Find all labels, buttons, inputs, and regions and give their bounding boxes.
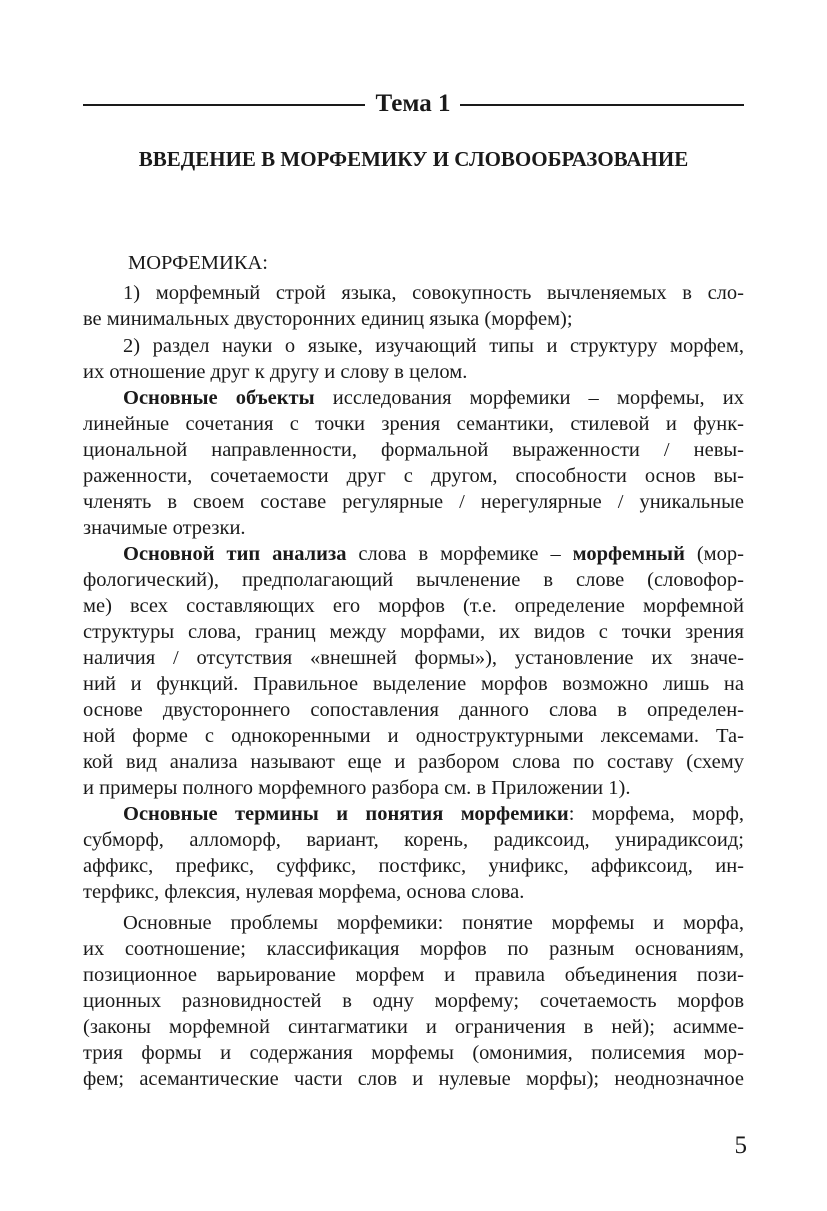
text-line: позиционное варьирование морфем и правила объединения пози- — [83, 964, 744, 986]
text-line: раженности, сочетаемости друг с другом, способности основ вы- — [83, 465, 744, 487]
text-line: их отношение друг к другу и слову в целом. — [83, 361, 468, 383]
text-line: их соотношение; классификация морфов по разным основаниям, — [83, 938, 744, 960]
text-line: фем; асемантические части слов и нулевые морфы); неоднозначное — [83, 1068, 744, 1090]
text-line: ве минимальных двусторонних единиц языка (морфем); — [83, 308, 573, 330]
text-line: 2) раздел науки о языке, изучающий типы и структуру морфем, — [123, 335, 744, 357]
text-line: МОРФЕМИКА: — [128, 252, 269, 274]
text-line: ний и функций. Правильное выделение морфов возможно лишь на — [83, 673, 744, 695]
chapter-title: ВВЕДЕНИЕ В МОРФЕМИКУ И СЛОВООБРАЗОВАНИЕ — [138, 147, 689, 171]
bold-term: Основной тип анализа — [123, 543, 347, 565]
text-line: аффикс, префикс, суффикс, постфикс, унификс, аффиксоид, ин- — [83, 855, 744, 877]
text-line: Основные термины и понятия морфемики: морфема, морф, — [123, 803, 744, 825]
text-line: терфикс, флексия, нулевая морфема, основа слова. — [83, 881, 525, 903]
bold-term: морфемный — [572, 543, 685, 565]
header-rule-left — [83, 104, 365, 106]
text-line: линейные сочетания с точки зрения семантики, стилевой и функ- — [83, 413, 744, 435]
text-line: ме) всех составляющих его морфов (т.е. определение морфемной — [83, 595, 744, 617]
text-line: Основные проблемы морфемики: понятие морфемы и морфа, — [123, 912, 744, 934]
header-rule-right — [460, 104, 744, 106]
text-line: структуры слова, границ между морфами, их видов с точки зрения — [83, 621, 744, 643]
text-line: Основной тип анализа слова в морфемике – морфемный (мор- — [123, 543, 744, 565]
text-line: наличия / отсутствия «внешней формы»), установление их значе- — [83, 647, 744, 669]
theme-label: Тема 1 — [375, 90, 451, 117]
text-line: и примеры полного морфемного разбора см. в Приложении 1). — [83, 777, 631, 799]
text-line: ционных разновидностей в одну морфему; сочетаемость морфов — [83, 990, 744, 1012]
bold-term: Основные термины и понятия морфемики — [123, 803, 569, 825]
text-line: 1) морфемный строй языка, совокупность вычленяемых в сло- — [123, 282, 744, 304]
text-line: фологический), предполагающий вычленение в слове (словофор- — [83, 569, 744, 591]
text-line: Основные объекты исследования морфемики – морфемы, их — [123, 387, 744, 409]
text-line: субморф, алломорф, вариант, корень, радиксоид, унирадиксоид; — [83, 829, 744, 851]
bold-term: Основные объекты — [123, 387, 315, 409]
text-line: основе двустороннего сопоставления данного слова в определен- — [83, 699, 744, 721]
text-line: значимые отрезки. — [83, 517, 246, 539]
page-number: 5 — [734, 1132, 747, 1159]
text-line: членять в своем составе регулярные / нерегулярные / уникальные — [83, 491, 744, 513]
text-line: циональной направленности, формальной выраженности / невы- — [83, 439, 744, 461]
text-line: ной форме с однокоренными и одноструктурными лексемами. Та- — [83, 725, 744, 747]
text-line: кой вид анализа называют еще и разбором слова по составу (схему — [83, 751, 744, 773]
text-line: (законы морфемной синтагматики и ограничения в ней); асимме- — [83, 1016, 744, 1038]
text-line: трия формы и содержания морфемы (омонимия, полисемия мор- — [83, 1042, 744, 1064]
